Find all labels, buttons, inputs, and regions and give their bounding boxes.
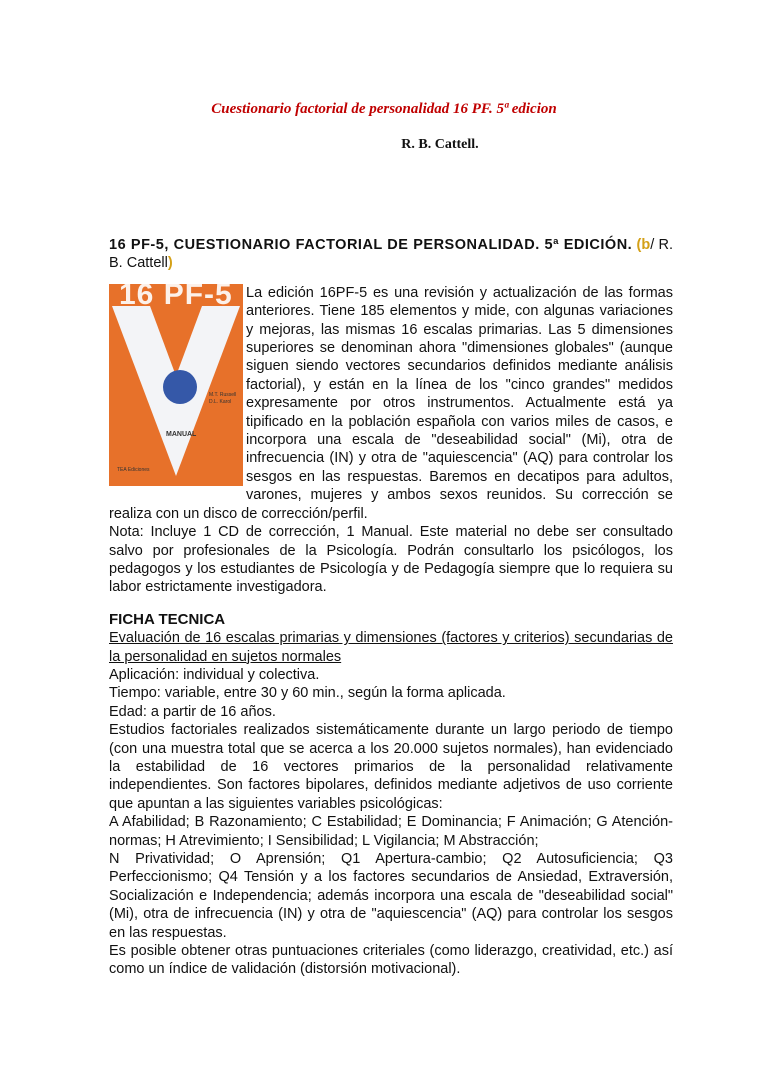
heading-paren-close: ) — [167, 255, 173, 272]
ficha-estudios: Estudios factoriales realizados sistemáticamente durante un largo periodo de tiempo (con una muestra total que se acerca a los 20.000 sujetos normales), han evidenciado la estabilidad de 16 vectores primarios de la personalidad relativamente independientes. Son factores bipolares, definidos mediante adjetivos de uso corriente que apuntan a las siguientes variables psicológicas: — [109, 722, 673, 812]
book-cover-image — [109, 284, 243, 486]
ficha-factores-2: N Privatividad; O Aprensión; Q1 Apertura-cambio; Q2 Autosuficiencia; Q3 Perfeccionismo; Q4 Tensión y a los factores secundarios de Ansiedad, Extraversión, Socialización e Independencia; además incorpora una escala de "deseabilidad social" (Mi), otra de infrecuencia (IN) y otra de "aquiescencia" (AQ) para controlar los sesgos en las respuestas. — [109, 851, 673, 941]
ficha-evaluacion: Evaluación de 16 escalas primarias y dimensiones (factores y criterios) secundarias de la personalidad en sujetos normales — [109, 630, 673, 665]
ficha-tecnica-heading: FICHA TECNICA — [109, 610, 226, 628]
ficha-tiempo: Tiempo: variable, entre 30 y 60 min., según la forma aplicada. — [109, 685, 506, 702]
cover-v-notch — [150, 306, 202, 376]
intro-paragraph: La edición 16PF-5 es una revisión y actualización de las formas anteriores. Tiene 185 elementos y mide, con algunas variaciones y mejoras, las mismas 16 escalas primarias. Las 5 dimensiones superiores se denominan ahora "dimensiones globales" (aunque siguen siendo vectores secundarios definidos mediante análisis factorial), y están en la línea de los "cinco grandes" medidos expresamente por otros instrumentos. Actualmente está ya tipificado en la población española con varios miles de casos, e incorpora una escala de "deseabilidad social" (Mi), otra de infrecuencia (IN) y otra de "aquiescencia" (AQ) para controlar los sesgos en las respuestas. Baremos en decatipos para adultos, varones, mujeres y ambos sexos reunidos. Su corrección se realiza con un disco de corrección/perfil. — [109, 284, 673, 522]
heading-b-link[interactable]: b — [641, 237, 651, 253]
cover-title-text: 16 PF-5 — [119, 283, 233, 311]
cover-figure-icon — [163, 370, 197, 404]
document-author: R. B. Cattell. — [401, 137, 479, 152]
document-title: Cuestionario factorial de personalidad 16 PF. 5ª edicion — [211, 101, 557, 117]
section-heading-title: 16 PF-5, CUESTIONARIO FACTORIAL DE PERSONALIDAD. 5ª EDICIÓN. — [109, 237, 633, 253]
ficha-edad: Edad: a partir de 16 años. — [109, 703, 276, 720]
cover-manual-label: MANUAL — [166, 430, 197, 438]
ficha-otras: Es posible obtener otras puntuaciones criteriales (como liderazgo, creatividad, etc.) así como un índice de validación (distorsión motivacional). — [109, 943, 673, 978]
nota-paragraph: Nota: Incluye 1 CD de corrección, 1 Manual. Este material no debe ser consultado salvo por profesionales de la Psicología. Podrán consultarlo los psicólogos, los pedagogos y los estudiantes de Psicología y de Pedagogía siempre que lo requiera su labor estrictamente investigadora. — [109, 524, 673, 596]
cover-authors: M.T. Russell D.L. Karol — [209, 391, 237, 405]
heading-author: / R. B. Cattell — [109, 237, 673, 272]
ficha-factores-1: A Afabilidad; B Razonamiento; C Estabilidad; E Dominancia; F Animación; G Atención-normas; H Atrevimiento; I Sensibilidad; L Vigilancia; M Abstracción; — [109, 814, 673, 849]
main-content — [109, 236, 673, 979]
cover-publisher-logo: TEA Ediciones — [117, 467, 150, 474]
heading-paren-open: ( — [632, 237, 642, 253]
section-heading — [109, 236, 673, 273]
ficha-aplicacion: Aplicación: individual y colectiva. — [109, 666, 320, 683]
